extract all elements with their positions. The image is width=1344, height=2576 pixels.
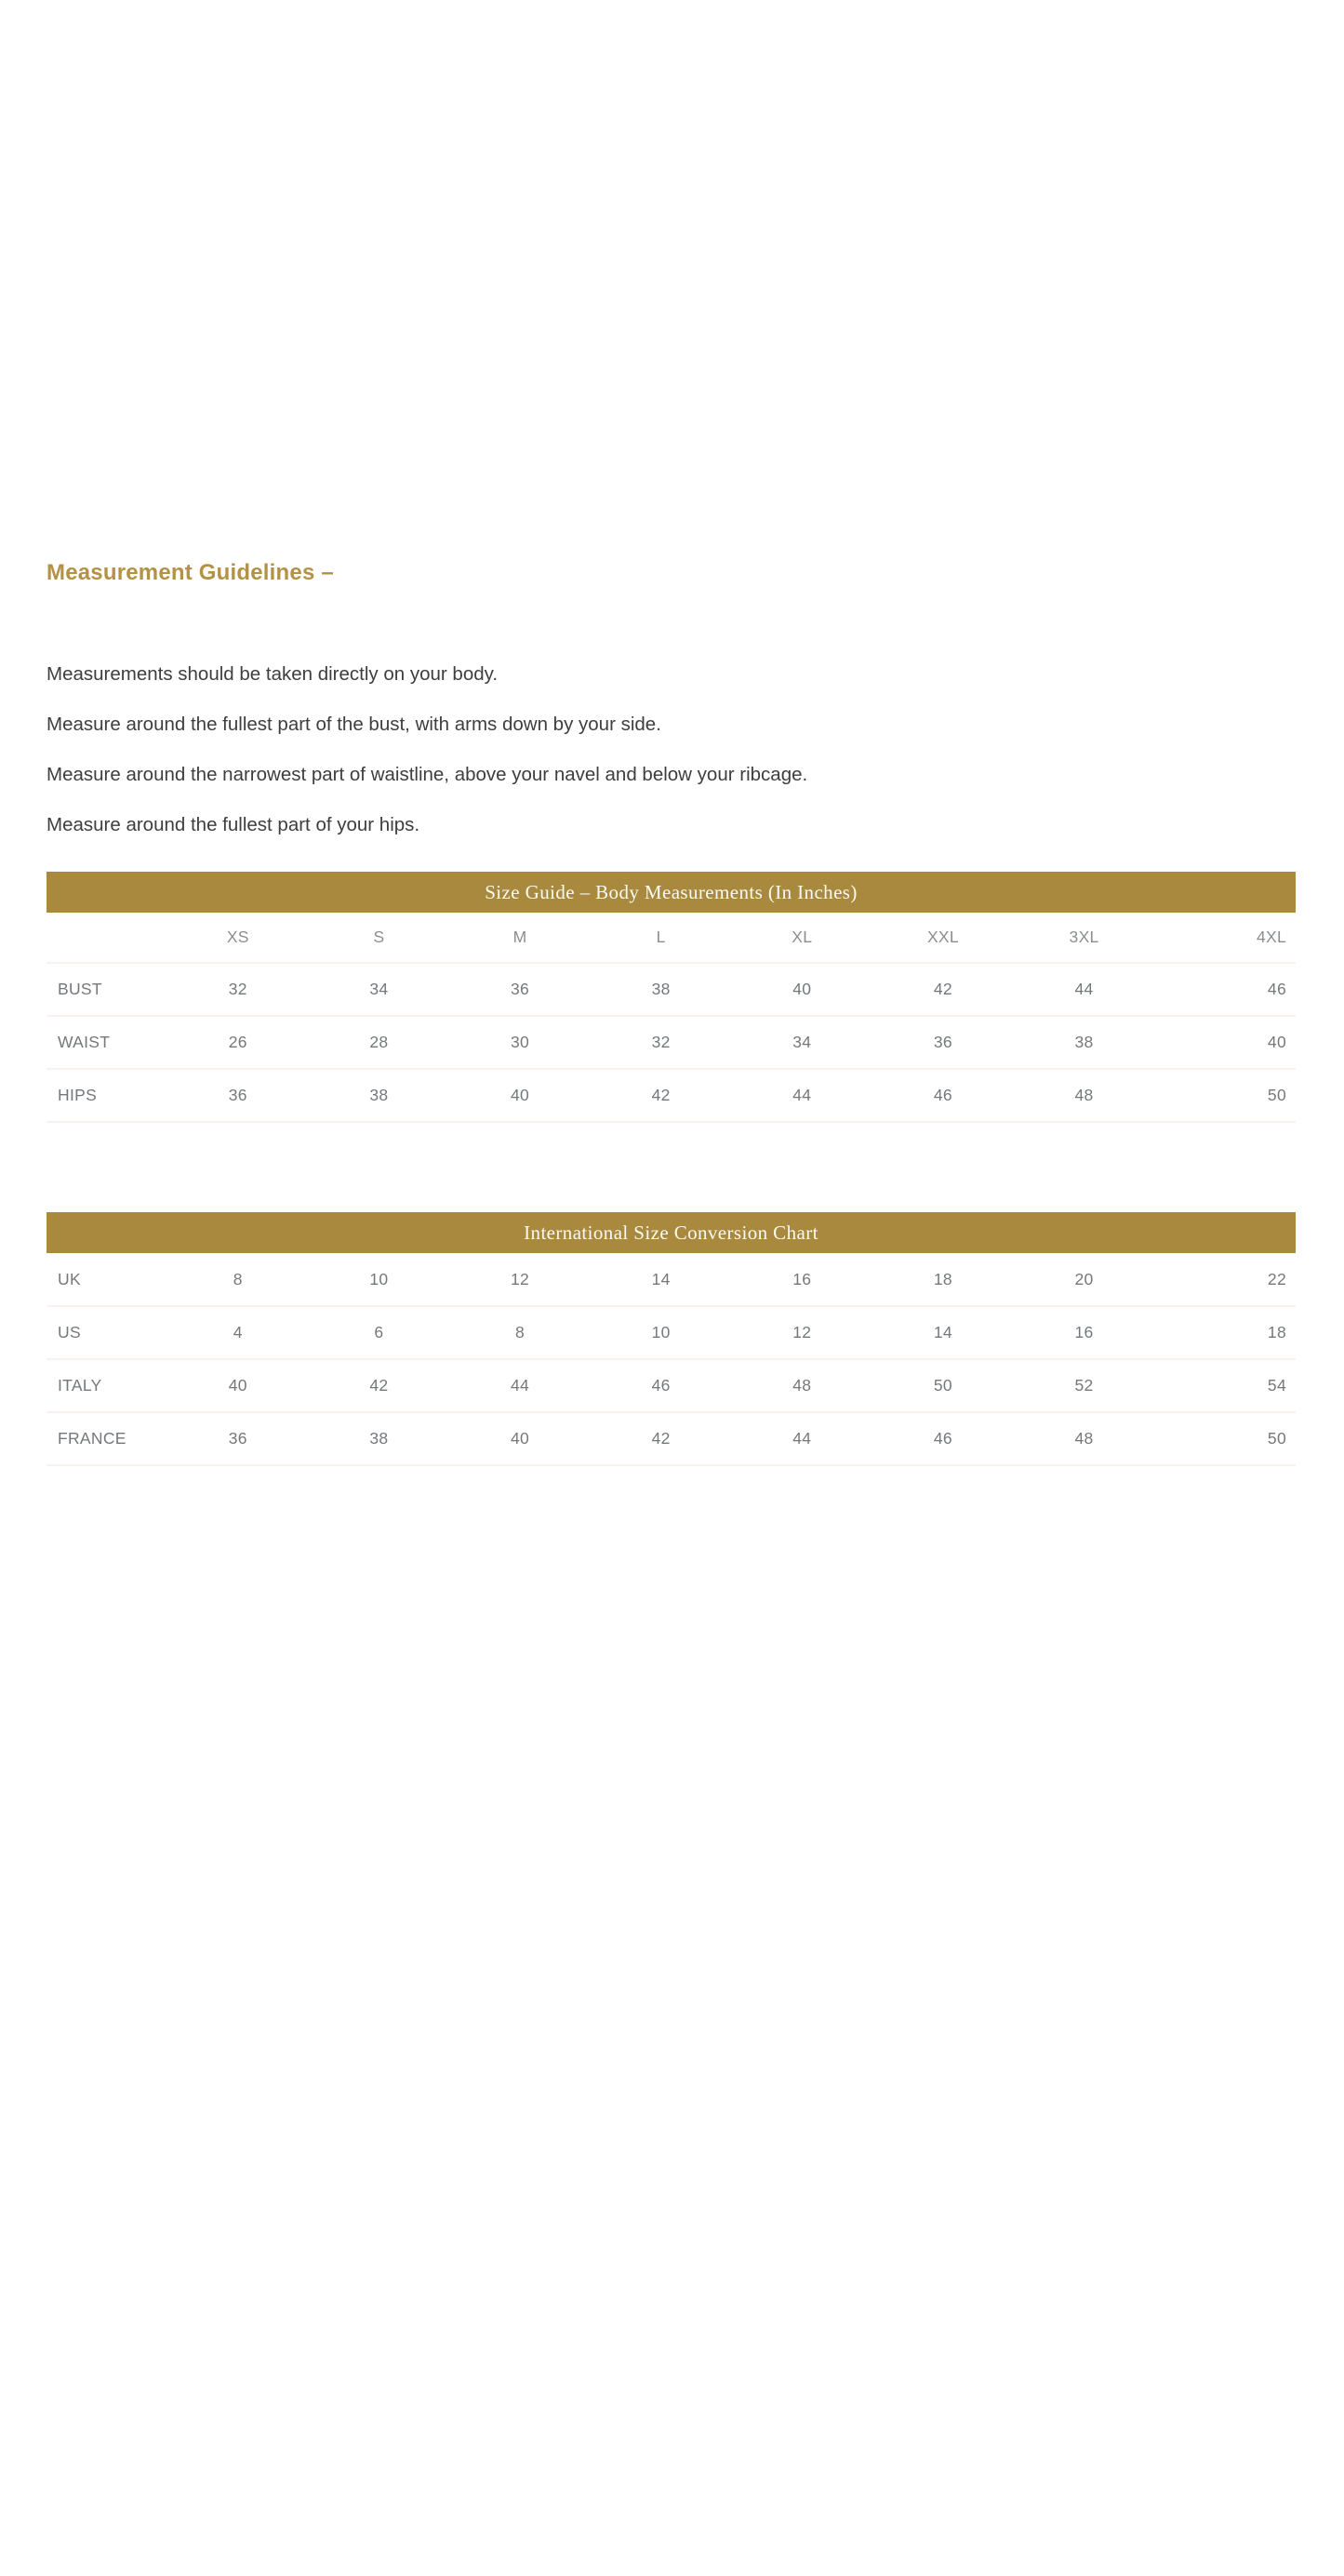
size-guide-value-cell: 46: [933, 1086, 952, 1104]
conversion-chart-section: [47, 1212, 1296, 1466]
conversion-chart-value-cell: 18: [933, 1269, 952, 1288]
size-guide-value-cell: 38: [651, 980, 671, 998]
size-guide-title-bar: Size Guide – Body Measurements (In Inches): [47, 872, 1296, 913]
conversion-chart-value-cell: 12: [511, 1269, 530, 1288]
guideline-text: Measurements should be taken directly on your body.: [47, 663, 499, 685]
conversion-chart-value-cell: 40: [511, 1429, 530, 1448]
conversion-chart-value-cell: 10: [651, 1323, 671, 1341]
size-guide-value-cell: 42: [933, 980, 952, 998]
guideline-text: Measure around the fullest part of your hips.: [47, 814, 420, 835]
size-guide-value-cell: 32: [228, 980, 247, 998]
size-guide-section: [47, 872, 1296, 1123]
size-guide-value-cell: 34: [792, 1033, 812, 1051]
conversion-chart-value-cell: 40: [228, 1376, 247, 1395]
conversion-chart-value-cell: 18: [1267, 1323, 1286, 1341]
conversion-chart-value-cell: 44: [792, 1429, 812, 1448]
size-guide-row: [47, 963, 1296, 1016]
size-guide-value-cell: 26: [228, 1033, 247, 1051]
conversion-chart-row: [47, 1359, 1296, 1412]
size-guide-value-cell: 36: [933, 1033, 952, 1051]
size-guide-value-cell: 38: [369, 1086, 389, 1104]
size-column-header: XXL: [926, 928, 959, 946]
size-guide-value-cell: 44: [792, 1086, 812, 1104]
conversion-chart-value-cell: 38: [369, 1429, 389, 1448]
conversion-chart-value-cell: 48: [792, 1376, 812, 1395]
conversion-chart-value-cell: 46: [651, 1376, 671, 1395]
conversion-chart-value-cell: 54: [1267, 1376, 1286, 1395]
size-column-header: L: [656, 928, 666, 946]
conversion-chart-value-cell: 12: [792, 1323, 812, 1341]
size-guide-row-label: WAIST: [58, 1033, 111, 1051]
conversion-chart-row-label: FRANCE: [58, 1429, 126, 1448]
conversion-chart-value-cell: 46: [933, 1429, 952, 1448]
size-guide-value-cell: 44: [1074, 980, 1094, 998]
conversion-chart-title-bar: International Size Conversion Chart: [47, 1212, 1296, 1253]
size-guide-value-cell: 36: [511, 980, 530, 998]
size-guide-corner-cell: [47, 913, 167, 963]
conversion-chart-value-cell: 52: [1074, 1376, 1094, 1395]
conversion-chart-row: [47, 1253, 1296, 1306]
size-guide-value-cell: 42: [651, 1086, 671, 1104]
size-guide-value-cell: 36: [228, 1086, 247, 1104]
size-guide-value-cell: 40: [1267, 1033, 1286, 1051]
conversion-chart-row-label: UK: [58, 1269, 81, 1288]
measurement-guidelines-text: [47, 649, 1296, 850]
conversion-chart-value-cell: 14: [933, 1323, 952, 1341]
conversion-chart-value-cell: 48: [1074, 1429, 1094, 1448]
size-guide-value-cell: 50: [1267, 1086, 1286, 1104]
size-column-header: 3XL: [1069, 928, 1099, 946]
conversion-chart-value-cell: 16: [1074, 1323, 1094, 1341]
conversion-chart-value-cell: 6: [374, 1323, 384, 1341]
size-guide-row-label: BUST: [58, 980, 102, 998]
size-guide-value-cell: 40: [792, 980, 812, 998]
measurement-guidelines-heading: Measurement Guidelines –: [47, 560, 334, 585]
conversion-chart-value-cell: 50: [1267, 1429, 1286, 1448]
conversion-chart-row: [47, 1412, 1296, 1465]
conversion-chart-value-cell: 4: [233, 1323, 243, 1341]
size-column-header: S: [373, 928, 385, 946]
size-guide-row: [47, 1016, 1296, 1069]
conversion-chart-value-cell: 16: [792, 1269, 812, 1288]
conversion-chart-row-label: US: [58, 1323, 81, 1341]
conversion-chart-value-cell: 20: [1074, 1269, 1094, 1288]
conversion-chart-value-cell: 42: [369, 1376, 389, 1395]
size-guide-value-cell: 46: [1267, 980, 1286, 998]
size-guide-value-cell: 30: [511, 1033, 530, 1051]
guideline-text: Measure around the narrowest part of waistline, above your navel and below your ribcage.: [47, 764, 808, 785]
conversion-chart-value-cell: 22: [1267, 1269, 1286, 1288]
size-guide-value-cell: 40: [511, 1086, 530, 1104]
size-column-header: XL: [792, 928, 813, 946]
size-column-header: XS: [226, 928, 249, 946]
size-guide-row-label: HIPS: [58, 1086, 98, 1104]
conversion-chart-value-cell: 10: [369, 1269, 389, 1288]
size-column-header: 4XL: [1256, 928, 1286, 946]
size-guide-row: [47, 1069, 1296, 1122]
size-guide-value-cell: 28: [369, 1033, 389, 1051]
conversion-chart-value-cell: 42: [651, 1429, 671, 1448]
guideline-text: Measure around the fullest part of the bust, with arms down by your side.: [47, 714, 661, 735]
conversion-chart-table: [47, 1253, 1296, 1466]
size-guide-value-cell: 38: [1074, 1033, 1094, 1051]
size-guide-page: [0, 559, 1344, 1466]
conversion-chart-value-cell: 8: [515, 1323, 526, 1341]
conversion-chart-value-cell: 50: [933, 1376, 952, 1395]
size-guide-header-row: [47, 913, 1296, 963]
conversion-chart-row-label: ITALY: [58, 1376, 102, 1395]
conversion-chart-value-cell: 44: [511, 1376, 530, 1395]
conversion-chart-value-cell: 8: [233, 1269, 243, 1288]
conversion-chart-value-cell: 14: [651, 1269, 671, 1288]
size-column-header: M: [512, 928, 527, 946]
size-guide-value-cell: 32: [651, 1033, 671, 1051]
size-guide-value-cell: 48: [1074, 1086, 1094, 1104]
size-guide-value-cell: 34: [369, 980, 389, 998]
conversion-chart-value-cell: 36: [228, 1429, 247, 1448]
conversion-chart-row: [47, 1306, 1296, 1359]
size-guide-table: [47, 913, 1296, 1123]
